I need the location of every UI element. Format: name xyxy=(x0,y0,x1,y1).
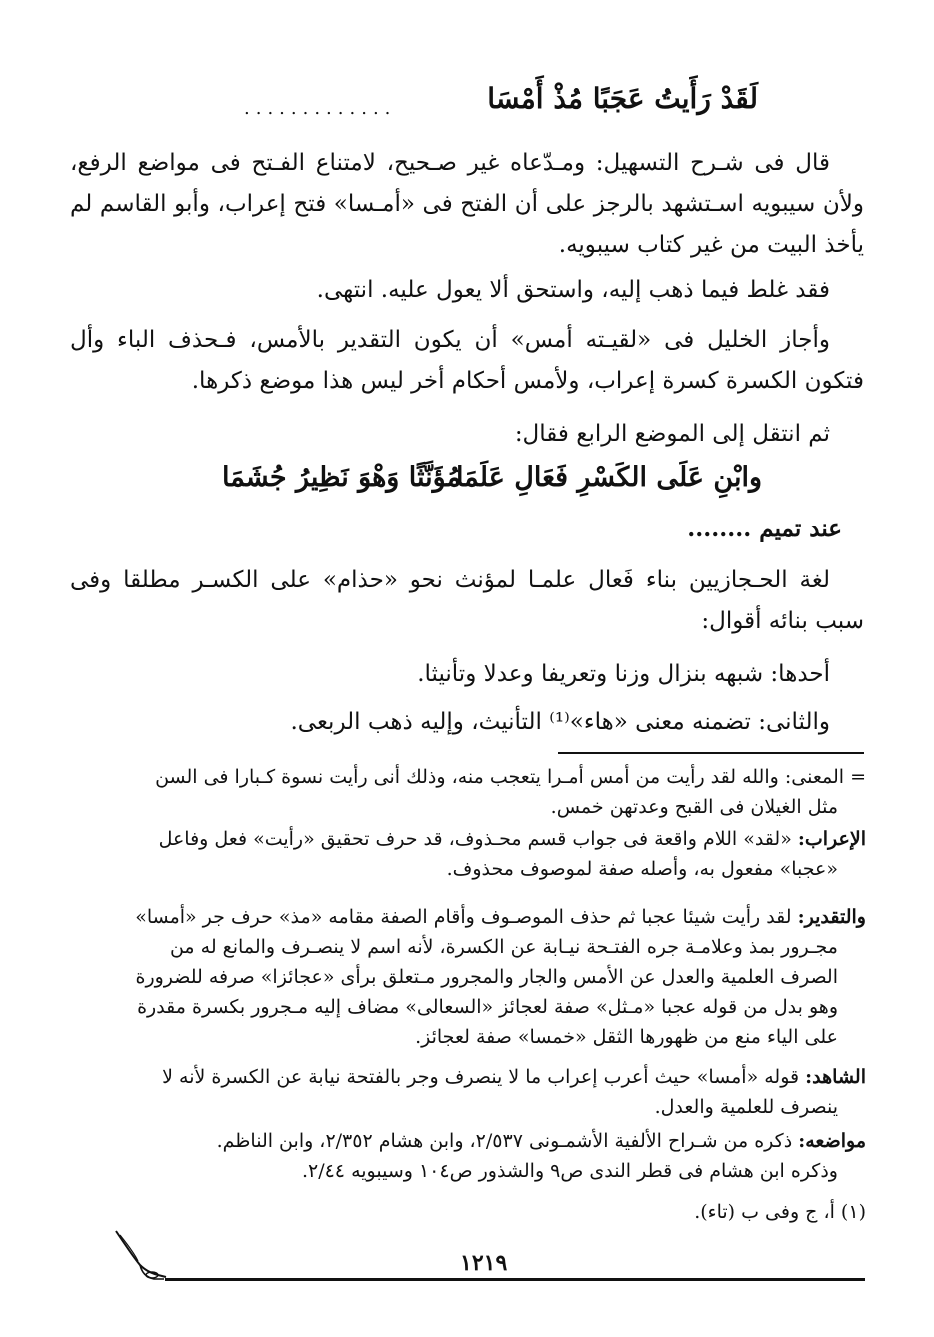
footnote-line: لقد رأيت شيئا عجبا ثم حذف الموصـوف وأقام الصفة مقامه «مذ» حرف جر «أمسا» xyxy=(135,906,792,928)
footnote-line: وذكره ابن هشام فى قطر الندى ص٩ والشذور ص١٠٤ وسيبويه ٢/٤٤. xyxy=(301,1160,838,1182)
footnote-line: مثل الغيلان فى القبح وعدتهن خمس. xyxy=(550,796,838,818)
paragraph-5: لغة الحـجازيين بناء فَعال علمـا لمؤنث نحو «حذام» على الكسـر مطلقا وفى سبب بنائه أقوال: xyxy=(70,567,864,634)
footnote-line: «عجبا» مفعول به، وأصله صفة لموصوف محذوف. xyxy=(446,858,838,880)
paragraph-6: أحدها: شبهه بنزال وزنا وتعريفا وعدلا وتأنيثا. xyxy=(417,661,830,687)
footnote-line: على الياء منع من ظهورها الثقل «خمسا» صفة لعجائز. xyxy=(415,1026,838,1048)
paragraph-1: قال فى شـرح التسهيل: ومـدّعاه غير صـحيح، لامتناع الفـتح فى مواضع الرفع، ولأن سيبويه اسـتشهد بالرجز على أن الفتح فى «أمـسا» فتح إعراب، وأبو القاسم لم يأخذ البيت من غير كتاب سيبويه. xyxy=(70,150,864,258)
alfiya-verse-continuation: عند تميم ........ xyxy=(687,515,842,542)
footnote-estimation xyxy=(66,902,866,1052)
pointing-hand-icon xyxy=(110,1225,170,1285)
footnote-line: وهو بدل من قوله عجبا «مـثل» صفة لعجائز «السعالى» مضاف إليه مـجرور بكسرة مقدرة xyxy=(137,996,838,1018)
footnote-line: = المعنى: والله لقد رأيت من أمس أمـرا يتعجب منه، وذلك أنى رأيت نسوة كـبارا فى السن xyxy=(155,766,866,788)
alfiya-verse-first-hemistich: وابْنِ عَلَى الكَسْرِ فَعَالِ عَلَمَا xyxy=(455,462,762,493)
page-bottom-rule xyxy=(165,1278,865,1281)
footnote-line: «لقد» اللام واقعة فى جواب قسم محـذوف، قد حرف تحقيق «رأيت» فعل وفاعل xyxy=(158,828,792,850)
footnote-label: الشاهد: xyxy=(805,1066,866,1088)
paragraph-7: والثانى: تضمنه معنى «هاء»⁽¹⁾ التأنيث، وإليه ذهب الربعى. xyxy=(290,709,830,735)
verse-dots: ............. xyxy=(244,98,397,119)
footnote-sources xyxy=(66,1126,866,1186)
footnote-line: مجـرور بمذ وعلامـة جره الفتـحة نيـابة عن الكسرة، لأنه اسم لا ينصـرف والمانع له من xyxy=(169,936,838,958)
footnote-meaning xyxy=(66,762,866,822)
verse-line: لَقَدْ رَأَيتُ عَجَبًا مُذْ أَمْسَا xyxy=(487,82,758,115)
footnote-line: ذكره من شـراح الألفية الأشمـونى ٢/٥٣٧، وابن هشام ٢/٣٥٢، وابن الناظم. xyxy=(216,1130,793,1152)
footnote-label: والتقدير: xyxy=(797,906,866,928)
footnote-variant: (١) أ، ج وفى ب (تاء). xyxy=(694,1201,866,1223)
paragraph-2: فقد غلط فيما ذهب إليه، واستحق ألا يعول عليه. انتهى. xyxy=(316,277,830,303)
paragraph-4: ثم انتقل إلى الموضع الرابع فقال: xyxy=(514,421,830,447)
alfiya-verse-second-hemistich: مُؤَنَّثًا وَهْوَ نَظِيرُ جُشَمَا xyxy=(222,462,462,493)
footnote-line: الصرف العلمية والعدل عن الأمس والجار والمجرور مـتعلق برأى «عجائزا» صرفه للضرورة xyxy=(135,966,838,988)
footnote-evidence xyxy=(66,1062,866,1122)
footnote-divider xyxy=(558,752,864,754)
footnote-label: مواضعه: xyxy=(798,1130,866,1152)
footnote-label: الإعراب: xyxy=(797,828,866,850)
page-number: ١٢١٩ xyxy=(460,1250,508,1276)
paragraph-3: وأجاز الخليل فى «لقيـته أمس» أن يكون التقدير بالأمس، فـحذف الباء وأل فتكون الكسرة كسرة إعراب، ولأمس أحكام أخر ليس هذا موضع ذكرها. xyxy=(70,327,864,394)
footnote-line: قوله «أمسا» حيث أعرب إعراب ما لا ينصرف وجر بالفتحة نيابة عن الكسرة لأنه لا xyxy=(162,1066,800,1088)
footnote-line: ينصرف للعلمية والعدل. xyxy=(654,1096,838,1118)
footnote-parsing xyxy=(66,824,866,884)
